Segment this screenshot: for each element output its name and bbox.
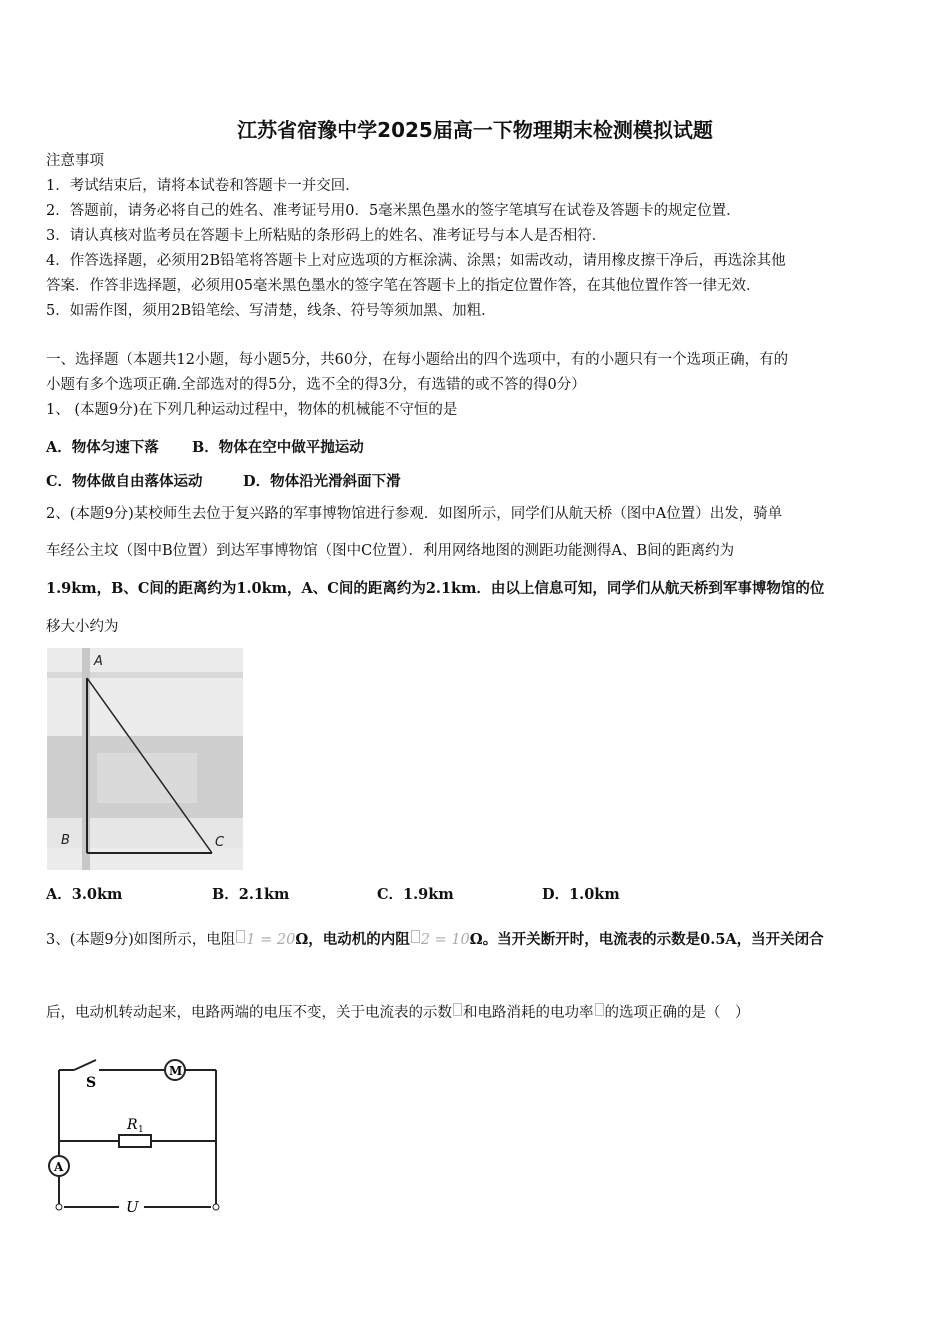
q2-line-4: 移大小约为 xyxy=(46,619,119,635)
map-label-b: B xyxy=(61,833,70,848)
circuit-diagram xyxy=(44,1055,224,1220)
q2-line-1: 2、(本题9分)某校师生去位于复兴路的军事博物馆进行参观．如图所示，同学们从航天桥（图中A位置）出发，骑单 xyxy=(46,506,783,522)
r1-formula: 1 = 20 xyxy=(246,932,296,948)
q1-option-b: B．物体在空中做平抛运动 xyxy=(192,439,364,456)
notice-5: 5．如需作图，须用2B铅笔绘、写清楚，线条、符号等须加黑、加粗． xyxy=(46,303,496,319)
q3-text-5: 和电路消耗的电功率 xyxy=(463,1005,594,1021)
q3-line-1 xyxy=(46,930,824,950)
notice-4: 4．作答选择题，必须用2B铅笔将答题卡上对应选项的方框涂满、涂黑；如需改动，请用橡皮擦干净后，再选涂其他 xyxy=(46,253,786,269)
q2-option-d: D．1.0km xyxy=(542,886,620,903)
q1-option-a: A．物体匀速下落 xyxy=(46,439,159,456)
r2-formula: 2 = 10 xyxy=(420,932,470,948)
motor-label: M xyxy=(169,1064,183,1078)
section-heading: 一、选择题（本题共12小题，每小题5分，共60分，在每小题给出的四个选项中，有的小题只有一个选项正确，有的 xyxy=(46,352,789,368)
resistor-label: R xyxy=(127,1117,138,1133)
ammeter-label: A xyxy=(54,1160,64,1174)
notice-2: 2．答题前，请务必将自己的姓名、准考证号用0．5毫米黑色墨水的签字笔填写在试卷及答题卡的规定位置． xyxy=(46,203,741,219)
voltage-label: U xyxy=(126,1198,139,1216)
section-heading-2: 小题有多个选项正确.全部选对的得5分，选不全的得3分，有选错的或不答的得0分） xyxy=(46,377,586,393)
map-figure xyxy=(47,648,243,870)
switch-label: S xyxy=(86,1075,97,1091)
q3-text-6: 的选项正确的是（ ） xyxy=(604,1005,750,1021)
q1-option-d: D．物体沿光滑斜面下滑 xyxy=(243,473,401,490)
notice-3: 3．请认真核对监考员在答题卡上所粘贴的条形码上的姓名、准考证号与本人是否相符． xyxy=(46,228,607,244)
q2-line-3: 1.9km，B、C间的距离约为1.0km，A、C间的距离约为2.1km．由以上信息可知，同学们从航天桥到军事博物馆的位 xyxy=(46,580,825,597)
q3-line-2 xyxy=(46,1003,750,1023)
q2-line-2: 车经公主坟（图中B位置）到达军事博物馆（图中C位置）．利用网络地图的测距功能测得A、B间的距离约为 xyxy=(46,543,735,559)
q1-option-c: C．物体做自由落体运动 xyxy=(46,473,203,490)
notice-heading: 注意事项 xyxy=(46,153,104,169)
q3-text-3: Ω。当开关断开时，电流表的示数是0.5A，当开关闭合 xyxy=(469,931,824,948)
q3-text: 3、(本题9分)如图所示，电阻 xyxy=(46,932,236,948)
resistor-sub: 1 xyxy=(138,1125,144,1135)
q2-option-b: B．2.1km xyxy=(212,886,290,903)
notice-1: 1．考试结束后，请将本试卷和答题卡一并交回． xyxy=(46,178,360,194)
q1-stem: 1、 (本题9分)在下列几种运动过程中，物体的机械能不守恒的是 xyxy=(46,402,458,418)
map-label-c: C xyxy=(215,835,225,850)
q2-option-a: A．3.0km xyxy=(46,886,123,903)
notice-4b: 答案．作答非选择题，必须用05毫米黑色墨水的签字笔在答题卡上的指定位置作答，在其他位置作答一律无效． xyxy=(46,278,761,294)
map-label-a: A xyxy=(94,654,103,669)
page-title: 江苏省宿豫中学2025届高一下物理期末检测模拟试题 xyxy=(237,118,713,142)
q3-text-4: 后，电动机转动起来，电路两端的电压不变，关于电流表的示数 xyxy=(46,1005,452,1021)
q3-text-2: Ω，电动机的内阻 xyxy=(295,931,410,948)
q2-option-c: C．1.9km xyxy=(377,886,454,903)
